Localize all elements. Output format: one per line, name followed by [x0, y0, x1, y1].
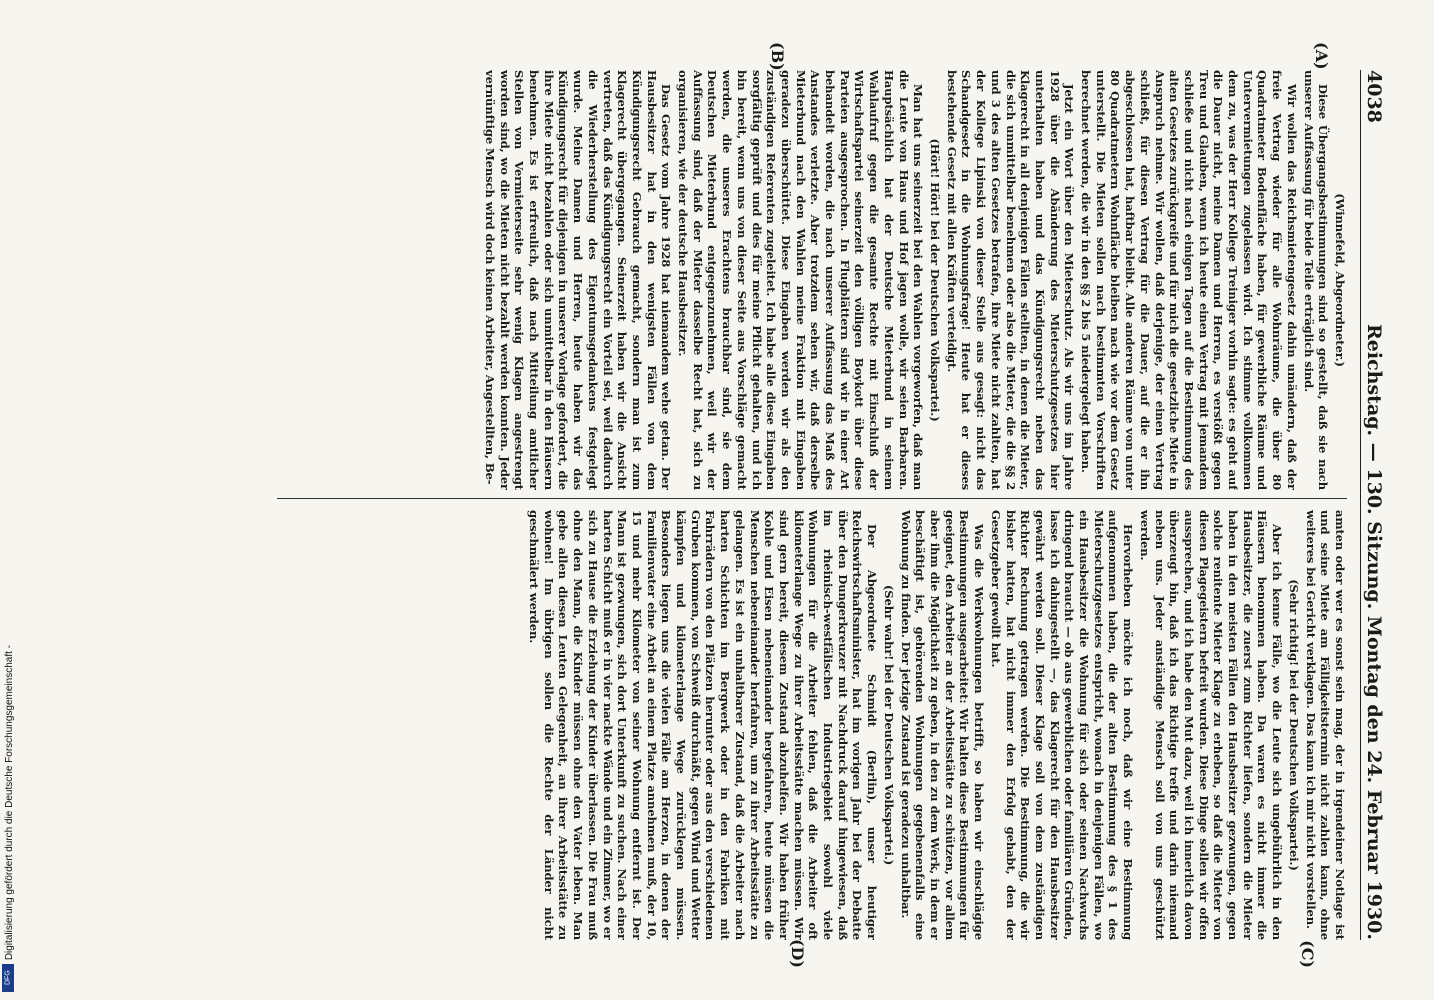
speaker-line: (Winnefeld, Abgeordneter.): [1333, 193, 1347, 367]
left-column: [17, 70, 1347, 490]
paragraph: amten oder wer es sonst sein mag, der in irgendeiner Notlage ist und seine Miete am Fälligkeitstermin nicht zahlen kann, ohne weiteres bei Gericht verklagen. Das kann ich mir nicht vorstellen.: [1303, 510, 1347, 940]
interjection: (Sehr richtig! bei der Deutschen Volkspartei.): [1286, 579, 1301, 871]
paragraph: Man hat uns seinerzeit bei den Wahlen vorgeworfen, daß man die Leute von Haus und Hof jagen wolle, wir seien Barbaren. Hauptsächlich hat der Deutsche Mieterbund in seinem Wahlaufruf gegen die gesamte Rechte mit Einschluß der Wirtschaftspartei seinerzeit den völligen Boykott über diese Parteien ausgesprochen. In Flugblättern sind wir in einer Art behandelt worden, die nach unserer Auffassung das Maß des Anstandes verletzte. Aber trotzdem sehen wir, daß derselbe Mieterbund nach den Wahlen meine Fraktion mit Eingaben geradezu überschüttet. Diese Eingaben werden wir als den zuständigen Referenten zugeleitet. Ich habe alle diese Eingaben sorgfältig geprüft und dies für meine Pflicht gehalten, und ich bin bereit, wenn uns von dieser Seite aus Vorschläge gemacht werden, die unseres Erachtens brauchbar sind, sie dem Deutschen Mieterbund entgegenzunehmen, weil wir der Auffassung sind, daß der Mieter dasselbe Recht hat, sich zu organisieren, wie der deutsche Hausbesitzer.: [676, 70, 926, 490]
interjection: (Sehr wahr! bei der Deutschen Volkspartei.): [881, 584, 896, 866]
paragraph: Der Abgeordnete Schmidt (Berlin), unser heutiger Reichswirtschaftsminister, hat im vorigen Jahr bei der Debatte über den Dungerkreuzer mit Nachdruck darauf hingewiesen, daß im rheinisch-westfälischen Industriegebiet sowohl viele Wohnungen für die Arbeiter fehlen, daß die Arbeiter oft kilometerlange Wege zu ihrer Arbeitsstätte machen müssen. Wir sind gern bereit, diesem Zustand abzuhelfen. Wir haben früher Kohle und Eisen nebeneinander hergefahren, heute müssen die Menschen nebeneinander herfahren, um zu ihrer Arbeitsstätte zu gelangen. Es ist ein unhaltbarer Zustand, daß die Arbeiter nach harten Schichten im Bergwerk oder in den Fabriken mit Fahrrädern von den Plätzen herunter oder aus den verschiedenen Gruben kommen, von Schweiß durchnäßt, gegen Wind und Wetter kämpfen und kilometerlange Wege zurücklegen müssen. Besonders liegen uns die vielen Fälle am Herzen, in denen der Familienvater eine Arbeit an einem Platze annehmen muß, der 10, 15 und mehr Kilometer von seiner Wohnung entfernt ist. Der Mann ist gezwungen, sich dort Unterkunft zu suchen. Nach einer harten Schicht muß er in vier nackte Wände und ein Zimmer, wo er sich zu Hause die Erziehung der Kinder überlassen. Die Frau muß ohne den Mann, die Kinder müssen ohne den Vater leben. Man gebe allen diesen Leuten Gelegenheit, an ihrer Arbeitsstätte zu wohnen! Im übrigen sollen die Rechte der Länder nicht geschmälert werden.: [527, 510, 880, 940]
paragraph: Aber ich kenne Fälle, wo die Leute sich ungebührlich in den Häusern benommen haben. Da waren es nicht immer die Hausbesitzer, die zuerst zum Richter liefen, sondern die Mieter haben in den meisten Fällen den Hausbesitzer gezwungen, gegen solche renitente Mieter Klage zu erheben, so daß die Mieter von diesen Plagegeistern befreit wurden. Diese Dinge sollen wir offen aussprechen, und ich habe den Mut dazu, weil ich innerlich davon überzeugt bin, daß ich das Richtige treffe und darin niemand neben uns. Jeder anständige Mensch soll von uns geschützt werden.: [1137, 510, 1285, 940]
margin-mark-d: (D): [788, 938, 807, 968]
right-column: [17, 510, 1347, 940]
dfg-logo: DFG: [2, 964, 14, 992]
paragraph: Diese Übergangsbestimmungen sind so gestellt, daß sie nach unserer Auffassung für beide Teile erträglich sind.: [1301, 70, 1331, 490]
page-title: Reichstag. — 130. Sitzung. Montag den 24. Februar 1930.: [1363, 324, 1385, 940]
margin-mark-c: (C): [1298, 940, 1317, 968]
margin-mark-b: (B): [768, 42, 787, 71]
interjection: (Hört! Hört! bei der Deutschen Volkspartei.): [928, 138, 943, 422]
rotated-newspaper-page: [7, 40, 1427, 968]
page-number: 4038: [1363, 70, 1385, 123]
paragraph: Das Gesetz vom Jahre 1928 hat niemandem wehe getan. Der Hausbesitzer hat in den wenigsten Fällen von dem Kündigungsrecht Gebrauch gemacht, sondern man ist zum Klagerecht übergegangen. Seinerzeit haben wir die Ansicht vertreten, daß das Kündigungsrecht ein Vorteil sei, weil dadurch die Wiederherstellung des Eigentumsgedankens festgelegt wurde. Meine Damen und Herren, heute haben wir das Kündigungsrecht für diejenigen in unserer Vorlage gefordert, die ihre Miete nicht bezahlen oder sich unmittelbar in den Häusern benehmen. Es ist erfreulich, daß nach Mitteilung amtlicher Stellen von Vermieterseite sehr wenig Klagen angestrengt worden sind, wo die Mieten nicht bezahlt werden konnten. Jeder vernünftige Mensch wird doch keinen Arbeiter, Angestellten, Be-: [482, 70, 674, 490]
paragraph: Was die Werkwohnungen betrifft, so haben wir einschlägige Bestimmungen ausgearbeitet: Wir halten diese Bestimmungen für geeignet, den Arbeiter an der Arbeitsstätte zu schützen, vor allem aber ihm die Möglichkeit zu geben, in den zu dem Werk, in dem er beschäftigt ist, gehörenden Wohnungen gegebenenfalls eine Wohnung zu finden. Der jetzige Zustand ist geradezu unhaltbar.: [898, 510, 987, 940]
paragraph: Jetzt ein Wort über den Mieterschutz. Als wir uns im Jahre 1928 über die Abänderung des Mieterschutzgesetzes hier unterhalten haben und das Kündigungsrecht neben das Klagerecht in all denjenigen Fällen stellten, in denen die Mieter, die sich unmittelbar benehmen oder also die Mieter, die die §§ 2 und 3 des alten Gesetzes betrafen, ihre Miete nicht zahlten, hat der Kollege Lipinski von dieser Stelle aus gesagt: nicht das Schandgesetz in die Wohnungsfrage! Heute hat er dieses bestehende Gesetz mit allen Kräften verteidigt.: [944, 70, 1077, 490]
page-header: [1360, 70, 1387, 940]
column-divider: [277, 498, 1347, 499]
margin-mark-a: (A): [1312, 42, 1331, 70]
paragraph: Hervorheben möchte ich noch, daß wir eine Bestimmung aufgenommen haben, die der alten Bestimmung des § 1 des Mieterschutzgesetzes entspricht, wonach in denjenigen Fällen, wo ein Hausbesitzer die Wohnung für sich oder seinen Nachwuchs dringend braucht — ob aus gewerblichen oder familiären Gründen, lasse ich dahingestellt —, das Klagerecht für den Hausbesitzer gewährt werden soll. Dieser Klage soll von dem zuständigen Richter Rechnung getragen werden. Die Bestimmung, die wir bisher hatten, hat nicht immer den Erfolg gehabt, den der Gesetzgeber gewollt hat.: [988, 510, 1136, 940]
paragraph: Wir wollen das Reichsmietengesetz dahin umändern, daß der freie Vertrag wieder für alle Wohnräume, die über 80 Quadratmeter Bodenfläche haben, für gewerbliche Räume und Untervermietungen zugelassen wird. Ich stimme vollkommen dem zu, was der Herr Kollege Treiniger vorhin sagte: es geht auf die Dauer nicht, meine Damen und Herren, es verstößt gegen Treu und Glauben, wenn ich heute einen Vertrag mit jemandem schließe und nicht nach einigen Tagen auf die Bestimmung des alten Gesetzes zurückgreife und für mich die gesetzliche Miete in Anspruch nehme. Wir wollen, daß derjenige, der einen Vertrag schließt, für diesen Vertrag für die Dauer, auf die er ihn abgeschlossen hat, haftbar bleibt. Alle anderen Räume von unter 80 Quadratmetern Wohnfläche bleiben nach wie vor dem Gesetz unterstellt. Die Mieten sollen nach bestimmten Vorschriften berechnet werden, die wir in den §§ 2 bis 5 niedergelegt haben.: [1079, 70, 1299, 490]
digitization-credit: Digitalisierung gefördert durch die Deutsche Forschungsgemeinschaft -: [4, 644, 15, 960]
